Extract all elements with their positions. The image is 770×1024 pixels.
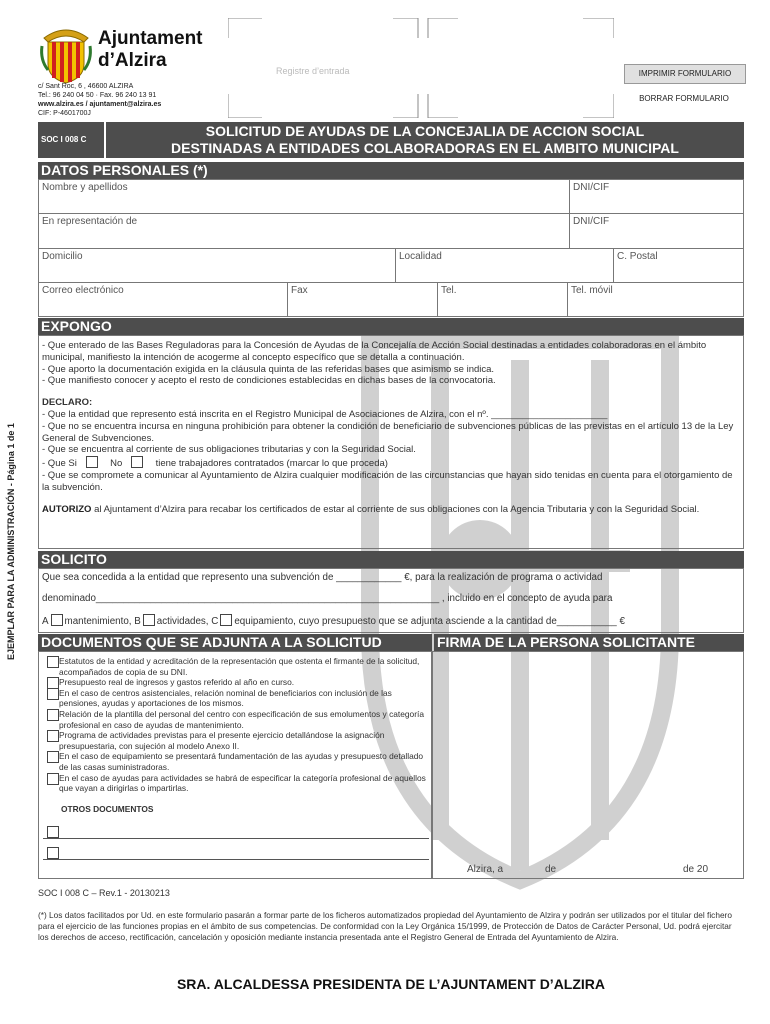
- email-field[interactable]: [39, 283, 287, 316]
- other-document-line[interactable]: [43, 826, 429, 839]
- signature-heading: FIRMA DE LA PERSONA SOLICITANTE: [434, 634, 744, 651]
- activities-checkbox[interactable]: [143, 614, 155, 626]
- workers-no-checkbox[interactable]: [131, 456, 143, 468]
- document-text: Programa de actividades previstas para el presente ejercicio detallándose la asignación presupuestaria, con sujeción al modelo Anexo II.: [59, 730, 385, 751]
- documents-box: [38, 651, 432, 879]
- mobile-field[interactable]: [567, 283, 743, 316]
- representation-label: En representación de: [42, 216, 138, 227]
- workers-yes-checkbox[interactable]: [86, 456, 98, 468]
- address-row: [38, 249, 744, 283]
- web-line: www.alzira.es / ajuntament@alzira.es: [38, 101, 162, 108]
- document-text: En el caso de centros asistenciales, relación nominal de beneficiarios con inclusión de las pensiones, ayudas y aportaciones de los mismos.: [59, 687, 392, 709]
- document-item: [43, 773, 427, 794]
- document-item: [43, 709, 427, 730]
- document-item: [43, 656, 427, 677]
- document-item: [43, 751, 427, 772]
- declaro-3: - Que se encuentra al corriente de sus obligaciones tributarias y con la Seguridad Social.: [42, 444, 416, 456]
- tel-field[interactable]: [437, 283, 567, 316]
- expongo-box: [38, 335, 744, 549]
- registry-label: Registre d’entrada: [276, 66, 350, 76]
- privacy-note: (*) Los datos facilitados por Ud. en este formulario pasarán a formar parte de los ficheros automatizados propiedad del Ayuntamiento de Alzira y podrán ser utilizados por el titular del fichero para el ejercicio de las funciones propias en el ámbito de sus competencias. De conformidad con la Ley Orgánica 15/1999, de Protección de Datos de Carácter Personal, Ud. podrá ejercitar los derechos de acceso, rectificación, cancelación y oposición mediante instancia presentada ante el Registro General de Entrada del Ayuntamiento de Alzira.: [38, 910, 732, 942]
- workers-prefix: - Que Si: [42, 458, 77, 470]
- autorizo-paragraph: [42, 504, 740, 516]
- document-text: En el caso de ayudas para actividades se habrá de especificar la categoría profesional de aquellos que vayan a dirigirlas o impartirlas.: [59, 772, 426, 794]
- document-checkbox[interactable]: [47, 656, 59, 668]
- document-item: [43, 677, 427, 688]
- phone-line: Tel.: 96 240 04 50 · Fax. 96 240 13 91: [38, 92, 157, 99]
- fax-label: Fax: [291, 285, 308, 296]
- contact-row: [38, 283, 744, 317]
- solicito-heading: SOLICITO: [38, 551, 744, 568]
- email-label: Correo electrónico: [42, 285, 124, 296]
- representation-row: [38, 214, 744, 249]
- address-line: c/ Sant Roc, 6 , 46600 ALZIRA: [38, 83, 134, 90]
- print-form-button[interactable]: IMPRIMIR FORMULARIO: [624, 64, 746, 84]
- signature-box[interactable]: [432, 651, 744, 879]
- address-field[interactable]: [39, 249, 395, 282]
- postal-label: C. Postal: [617, 251, 658, 262]
- other-document-line[interactable]: [43, 847, 429, 860]
- other-document-checkbox[interactable]: [47, 826, 59, 838]
- dni-label: DNI/CIF: [573, 182, 610, 193]
- autorizo-label: AUTORIZO: [42, 503, 92, 515]
- city-label: Localidad: [399, 251, 442, 262]
- form-code: SOC I 008 C: [38, 122, 104, 158]
- form-title-line1: SOLICITUD DE AYUDAS DE LA CONCEJALIA DE ACCION SOCIAL: [205, 123, 645, 139]
- city-field[interactable]: [395, 249, 613, 282]
- maintenance-checkbox[interactable]: [51, 614, 63, 626]
- signature-place: Alzira, a: [467, 864, 504, 875]
- document-text: Presupuesto real de ingresos y gastos referido al año en curso.: [59, 677, 295, 688]
- name-field[interactable]: [39, 180, 569, 213]
- declaro-4: [42, 456, 740, 470]
- documents-heading: DOCUMENTOS QUE SE ADJUNTA A LA SOLICITUD: [38, 634, 432, 651]
- form-title-line2: DESTINADAS A ENTIDADES COLABORADORAS EN EL AMBITO MUNICIPAL: [171, 140, 679, 156]
- signature-de: de: [545, 864, 557, 875]
- addressee: SRA. ALCALDESSA PRESIDENTA DE L’AJUNTAMENT D’ALZIRA: [176, 976, 606, 992]
- org-title: [98, 28, 203, 72]
- document-checkbox[interactable]: [47, 773, 59, 785]
- org-name-line1: Ajuntament: [98, 28, 203, 49]
- solicito-box: [38, 568, 744, 633]
- workers-suffix: tiene trabajadores contratados (marcar lo que proceda): [155, 458, 388, 470]
- cif-line: CIF: P-4601700J: [38, 110, 91, 117]
- org-address: [38, 82, 161, 118]
- other-document-checkbox[interactable]: [47, 847, 59, 859]
- mobile-label: Tel. móvil: [571, 285, 613, 296]
- name-row: [38, 179, 744, 214]
- org-name-line2: d’Alzira: [98, 50, 167, 71]
- declaro-label: DECLARO:: [42, 397, 93, 409]
- document-item: [43, 688, 427, 709]
- entity-dni-field[interactable]: [569, 214, 743, 248]
- option-a-text: mantenimiento, B: [64, 616, 141, 627]
- declaro-2: - Que no se encuentra incursa en ninguna prohibición para obtener la condición de beneficiario de subvenciones públicas de las previstas en el artículo 13 de la Ley General de Subvenciones.: [42, 420, 734, 444]
- address-label: Domicilio: [42, 251, 83, 262]
- solicito-line2: denominado_______________________________________________________________ , incluido en el concepto de ayuda para: [42, 593, 613, 604]
- representation-field[interactable]: [39, 214, 569, 248]
- equipment-checkbox[interactable]: [220, 614, 232, 626]
- expongo-heading: EXPONGO: [38, 318, 744, 335]
- option-a-label: A: [42, 616, 49, 627]
- option-c-text: equipamiento, cuyo presupuesto que se adjunta asciende a la cantidad de___________ €: [234, 616, 625, 627]
- copy-side-label: EJEMPLAR PARA LA ADMINISTRACIÓN - Página 1 de 1: [6, 423, 16, 660]
- solicito-line1: Que sea concedida a la entidad que represento una subvención de ____________ €, para la realización de programa o actividad: [42, 572, 603, 583]
- document-item: [43, 730, 427, 751]
- city-crest-logo: [38, 20, 94, 84]
- document-text: Relación de la plantilla del personal del centro con especificación de sus emolumentos y categoría profesional en caso de ayudas de mantenimiento.: [59, 708, 424, 730]
- document-text: En el caso de equipamiento se presentará fundamentación de las ayudas y presupuesto detallado de las casas suministradoras.: [59, 751, 424, 772]
- other-documents-label: OTROS DOCUMENTOS: [61, 803, 154, 814]
- postal-code-field[interactable]: [613, 249, 743, 282]
- dni-field[interactable]: [569, 180, 743, 213]
- declaro-5: - Que se compromete a comunicar al Ayuntamiento de Alzira cualquier modificación de las circunstancias que hayan sido tenidas en cuenta para el otorgamiento de la subvención.: [42, 469, 733, 493]
- tel-label: Tel.: [441, 285, 457, 296]
- document-checkbox[interactable]: [47, 688, 59, 700]
- document-checkbox[interactable]: [47, 751, 59, 763]
- name-label: Nombre y apellidos: [42, 182, 128, 193]
- expongo-p3: - Que manifiesto conocer y acepto el resto de condiciones establecidas en dichas bases de la convocatoria.: [42, 375, 496, 387]
- signature-year: de 20: [683, 864, 709, 875]
- entity-dni-label: DNI/CIF: [573, 216, 610, 227]
- document-checkbox[interactable]: [47, 730, 59, 742]
- workers-no-label: No: [110, 458, 123, 470]
- form-title: [106, 122, 744, 158]
- fax-field[interactable]: [287, 283, 437, 316]
- clear-form-button[interactable]: BORRAR FORMULARIO: [639, 94, 729, 103]
- personal-data-heading: DATOS PERSONALES (*): [38, 162, 744, 179]
- autorizo-text: al Ajuntament d’Alzira para recabar los certificados de estar al corriente de sus obligaciones con la Agencia Tributaria y con la Seguridad Social.: [91, 503, 700, 515]
- option-b-text: actividades, C: [156, 616, 219, 627]
- revision-code: SOC I 008 C – Rev.1 - 20130213: [38, 888, 170, 898]
- solicito-line3: [42, 614, 740, 627]
- document-checkbox[interactable]: [47, 709, 59, 721]
- declaro-1: - Que la entidad que represento está inscrita en el Registro Municipal de Asociaciones de Alzira, con el nº. ______________________: [42, 408, 608, 420]
- expongo-p2: - Que aporto la documentación exigida en la cláusula quinta de las referidas bases que asimismo se indica.: [42, 363, 495, 375]
- document-text: Estatutos de la entidad y acreditación de la representación que ostenta el firmante de la solicitud, acompañados de copia de su DNI.: [59, 656, 420, 677]
- expongo-p1: - Que enterado de las Bases Reguladoras para la Concesión de Ayudas de la Concejalía de Acción Social destinadas a entidades colaboradoras en el ámbito municipal, manifiesto la intención de acogerme al concepto específico que se detalla a continuación.: [42, 340, 707, 363]
